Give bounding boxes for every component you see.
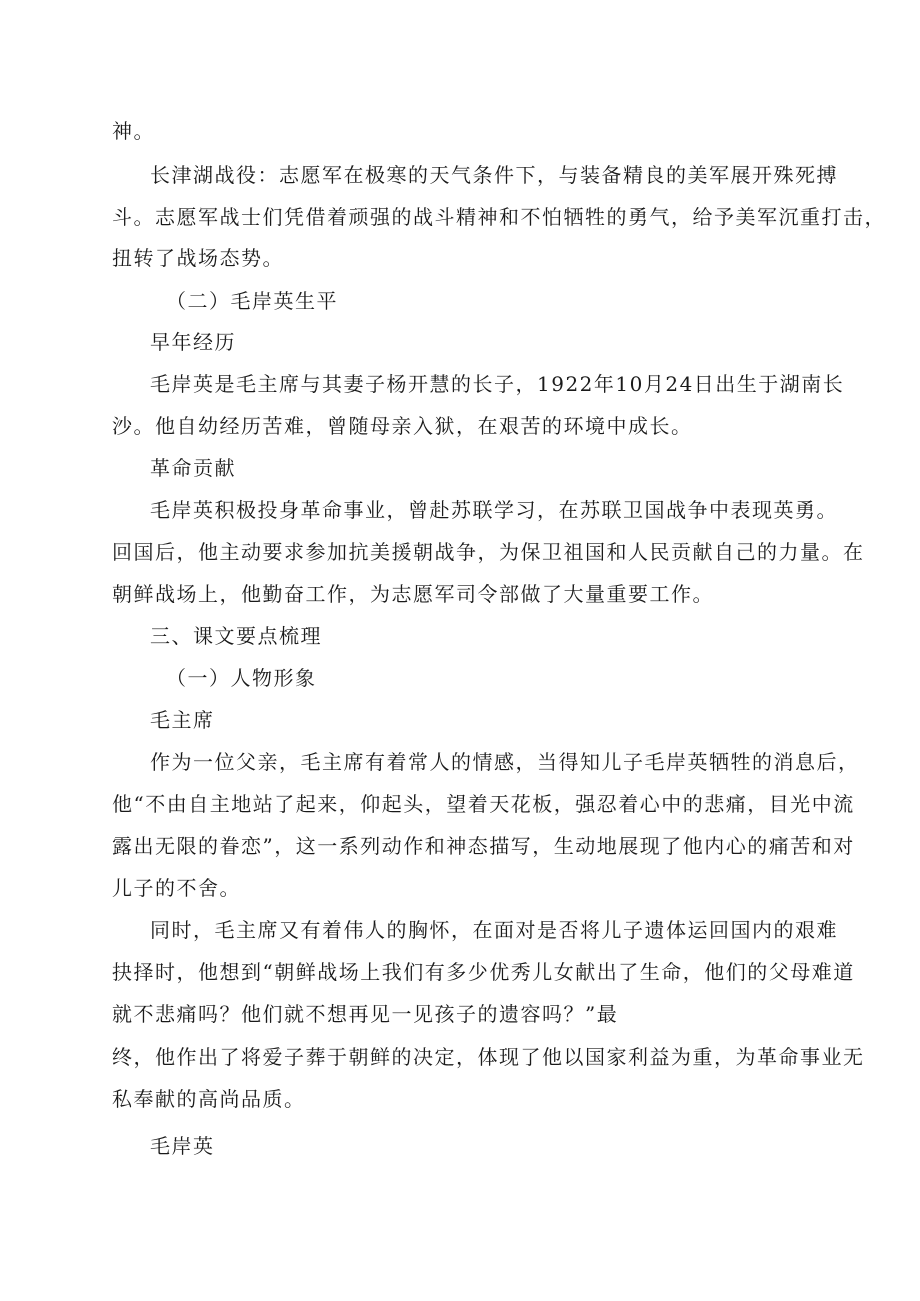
subheading: 毛岸英 bbox=[150, 1134, 215, 1158]
paragraph-line: 他“不由自主地站了起来，仰起头，望着天花板，强忍着心中的悲痛，目光中流 bbox=[112, 792, 855, 816]
paragraph-line: 终，他作出了将爱子葬于朝鲜的决定，体现了他以国家利益为重，为革命事业无 bbox=[112, 1045, 865, 1069]
section-heading: 三、课文要点梳理 bbox=[150, 624, 322, 648]
paragraph-line: 长津湖战役：志愿军在极寒的天气条件下，与装备精良的美军展开殊死搏 bbox=[150, 163, 838, 187]
paragraph-line: 沙。他自幼经历苦难，曾随母亲入狱，在艰苦的环境中成长。 bbox=[112, 414, 693, 438]
paragraph-line: 回国后，他主动要求参加抗美援朝战争，为保卫祖国和人民贡献自己的力量。在 bbox=[112, 540, 865, 564]
subheading: 早年经历 bbox=[150, 330, 236, 354]
paragraph-tail: 神。 bbox=[112, 119, 155, 143]
paragraph-line: 斗。志愿军战士们凭借着顽强的战斗精神和不怕牺牲的勇气，给予美军沉重打击， bbox=[112, 205, 886, 229]
paragraph-line: 作为一位父亲，毛主席有着常人的情感，当得知儿子毛岸英牺牲的消息后， bbox=[150, 750, 860, 774]
subheading: 革命贡献 bbox=[150, 456, 236, 480]
section-heading: （二）毛岸英生平 bbox=[166, 289, 338, 313]
paragraph-line: 毛岸英是毛主席与其妻子杨开慧的长子，1922年10月24日出生于湖南长 bbox=[150, 372, 845, 396]
paragraph-line: 同时，毛主席又有着伟人的胸怀，在面对是否将儿子遗体运回国内的艰难 bbox=[150, 918, 838, 942]
paragraph-line: 就不悲痛吗？他们就不想再见一见孩子的遗容吗？”最 bbox=[112, 1002, 619, 1026]
paragraph-line: 私奉献的高尚品质。 bbox=[112, 1087, 306, 1111]
paragraph-line: 毛岸英积极投身革命事业，曾赴苏联学习，在苏联卫国战争中表现英勇。 bbox=[150, 498, 838, 522]
paragraph-line: 抉择时，他想到“朝鲜战场上我们有多少优秀儿女献出了生命，他们的父母难道 bbox=[112, 960, 855, 984]
subheading: 毛主席 bbox=[150, 708, 215, 732]
paragraph-line: 朝鲜战场上，他勤奋工作，为志愿军司令部做了大量重要工作。 bbox=[112, 582, 714, 606]
section-heading: （一）人物形象 bbox=[166, 666, 317, 690]
paragraph-line: 儿子的不舍。 bbox=[112, 876, 241, 900]
paragraph-line: 扭转了战场态势。 bbox=[112, 246, 284, 270]
paragraph-line: 露出无限的眷恋”，这一系列动作和神态描写，生动地展现了他内心的痛苦和对 bbox=[112, 834, 855, 858]
